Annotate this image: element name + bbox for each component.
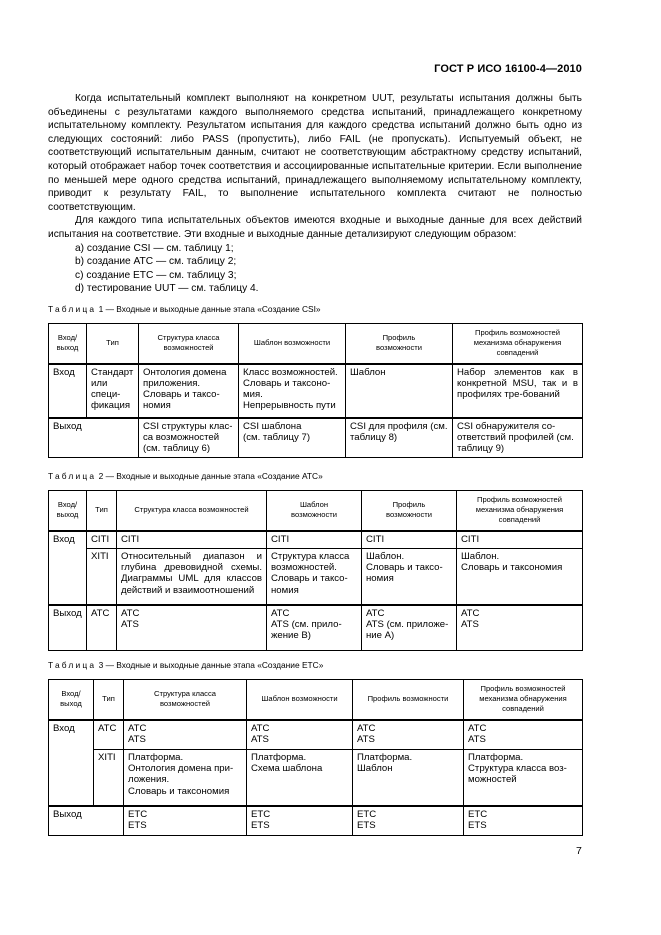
table-row <box>49 549 583 605</box>
paragraph: Для каждого типа испытательных объектов имеются входные и выходные данные для всех действий испытания на соответствие. Эти входные и выходные данные детализируют следующим образом: <box>48 215 582 240</box>
table1-caption <box>48 304 321 314</box>
column-header: Профиль возможности <box>346 324 453 364</box>
column-header: Профиль возможностей механизма обнаружения совпадений <box>464 680 583 720</box>
table3-caption-text: 3 — Входные и выходные данные этапа «Создание ETC» <box>98 660 324 670</box>
table-row <box>49 418 583 458</box>
table2-caption-text: 2 — Входные и выходные данные этапа «Создание ATC» <box>98 471 323 481</box>
table3 <box>48 679 583 836</box>
column-header: Тип <box>87 324 139 364</box>
table-cell: Выход <box>49 605 87 651</box>
column-header: Структура класса возможностей <box>139 324 239 364</box>
table2-caption <box>48 471 323 481</box>
list-item: b) создание ATC — см. таблицу 2; <box>75 256 237 268</box>
table-cell: XITI <box>94 750 124 806</box>
table-cell: CITI <box>457 531 583 549</box>
table-cell: CITI <box>267 531 362 549</box>
table-cell: Платформа. Схема шаблона <box>247 750 353 806</box>
table-row <box>49 531 583 549</box>
table-cell: ATC ATS (см. прило-жение B) <box>267 605 362 651</box>
table-cell: XITI <box>87 549 117 605</box>
table-cell: ATC ATS (см. приложе-ние A) <box>362 605 457 651</box>
table-cell: ATC <box>94 720 124 750</box>
table-cell: CSI обнаружителя со-ответствий профилей (см. таблицу 9) <box>453 418 583 458</box>
table-cell: CITI <box>117 531 267 549</box>
table-cell: ETC ETS <box>464 806 583 836</box>
table-cell: Стандарт или специ-фикация <box>87 364 139 418</box>
table-cell: Структура класса возможностей. Словарь и таксо-номия <box>267 549 362 605</box>
table3-caption <box>48 660 323 670</box>
column-header: Структура класса возможностей <box>124 680 247 720</box>
column-header: Профиль возможности <box>353 680 464 720</box>
table-cell: Шаблон <box>346 364 453 418</box>
table-cell: Вход <box>49 720 94 806</box>
column-header: Вход/ выход <box>49 324 87 364</box>
table-cell: ATC ATS <box>464 720 583 750</box>
table-cell: CITI <box>87 531 117 549</box>
table-row <box>49 364 583 418</box>
list-item: d) тестирование UUT — см. таблицу 4. <box>75 283 259 295</box>
table-row <box>49 720 583 750</box>
column-header: Тип <box>87 491 117 531</box>
table-cell: Вход <box>49 531 87 605</box>
table-row <box>49 750 583 806</box>
table-cell: Класс возможностей. Словарь и таксоно-мия. Непрерывность пути <box>239 364 346 418</box>
table-row <box>49 605 583 651</box>
list-item: c) создание ETC — см. таблицу 3; <box>75 269 237 281</box>
column-header: Вход/ выход <box>49 491 87 531</box>
table-cell: Платформа. Шаблон <box>353 750 464 806</box>
table-cell: Платформа. Онтология домена при-ложения. Словарь и таксономия <box>124 750 247 806</box>
table-cell: CSI шаблона (см. таблицу 7) <box>239 418 346 458</box>
table-cell: ATC ATS <box>247 720 353 750</box>
table-cell: Платформа. Структура класса воз-можностей <box>464 750 583 806</box>
table-cell: Выход <box>49 806 124 836</box>
table-cell: ATC <box>87 605 117 651</box>
table-cell: Вход <box>49 364 87 418</box>
column-header: Профиль возможностей механизма обнаружения совпадений <box>453 324 583 364</box>
column-header: Профиль возможности <box>362 491 457 531</box>
table-cell: ETC ETS <box>353 806 464 836</box>
table-cell: Выход <box>49 418 139 458</box>
table-cell: Относительный диапазон и глубина древовидной схемы. Диаграммы UML для классов действий и взаимоотношений <box>117 549 267 605</box>
table-header-row <box>49 491 583 531</box>
table-cell: Шаблон. Словарь и таксо-номия <box>362 549 457 605</box>
table3-caption-label: Таблица <box>48 660 97 670</box>
column-header: Вход/ выход <box>49 680 94 720</box>
document-header: ГОСТ Р ИСО 16100-4—2010 <box>434 63 582 75</box>
table-cell: ATC ATS <box>124 720 247 750</box>
page-number: 7 <box>576 845 582 857</box>
table-cell: ETC ETS <box>247 806 353 836</box>
table-cell: ATC ATS <box>457 605 583 651</box>
table-cell: ATC ATS <box>117 605 267 651</box>
table1-caption-label: Таблица <box>48 304 97 314</box>
table-cell: ATC ATS <box>353 720 464 750</box>
column-header: Шаблон возможности <box>247 680 353 720</box>
table1-caption-text: 1 — Входные и выходные данные этапа «Создание CSI» <box>98 304 321 314</box>
paragraph: Когда испытательный комплект выполняют на конкретном UUT, результаты испытания должны быть объединены с результатами каждого выполняемого средства испытаний, принадлежащего конкретному испытательному комплекту. Результатом испытания для каждого средства испытаний должно быть одно из следующих состояний: либо PASS (пропустить), либо FAIL (не пропускать). Испытуемый объект, не соответствующий испытательным данным, считают не соответствующим абстрактному средству испытаний, который отображает набор точек соответствия и ассоциированные испытательные критерии. Если выполнение по меньшей мере одного средства испытаний, принадлежащего выполняемому испытательному комплекту, приводит к результату FAIL, то выполнение испытательного комплекта считают не полностью соответствующим. <box>48 93 582 213</box>
table-header-row <box>49 324 583 364</box>
table-cell: CSI структуры клас-са возможностей (см. таблицу 6) <box>139 418 239 458</box>
table-cell: CSI для профиля (см. таблицу 8) <box>346 418 453 458</box>
column-header: Шаблон возможности <box>267 491 362 531</box>
list-item: a) создание CSI — см. таблицу 1; <box>75 242 234 254</box>
table1 <box>48 323 583 458</box>
table-cell: Шаблон. Словарь и таксономия <box>457 549 583 605</box>
table-cell: ETC ETS <box>124 806 247 836</box>
table2 <box>48 490 583 651</box>
table-cell: Набор элементов как в конкретной MSU, так и в профилях тре-бований <box>453 364 583 418</box>
table-cell: CITI <box>362 531 457 549</box>
column-header: Тип <box>94 680 124 720</box>
column-header: Профиль возможностей механизма обнаружения совпадений <box>457 491 583 531</box>
table-header-row <box>49 680 583 720</box>
column-header: Структура класса возможностей <box>117 491 267 531</box>
body-text <box>48 92 582 296</box>
column-header: Шаблон возможности <box>239 324 346 364</box>
table-row <box>49 806 583 836</box>
table-cell: Онтология домена приложения. Словарь и таксо-номия <box>139 364 239 418</box>
table2-caption-label: Таблица <box>48 471 97 481</box>
